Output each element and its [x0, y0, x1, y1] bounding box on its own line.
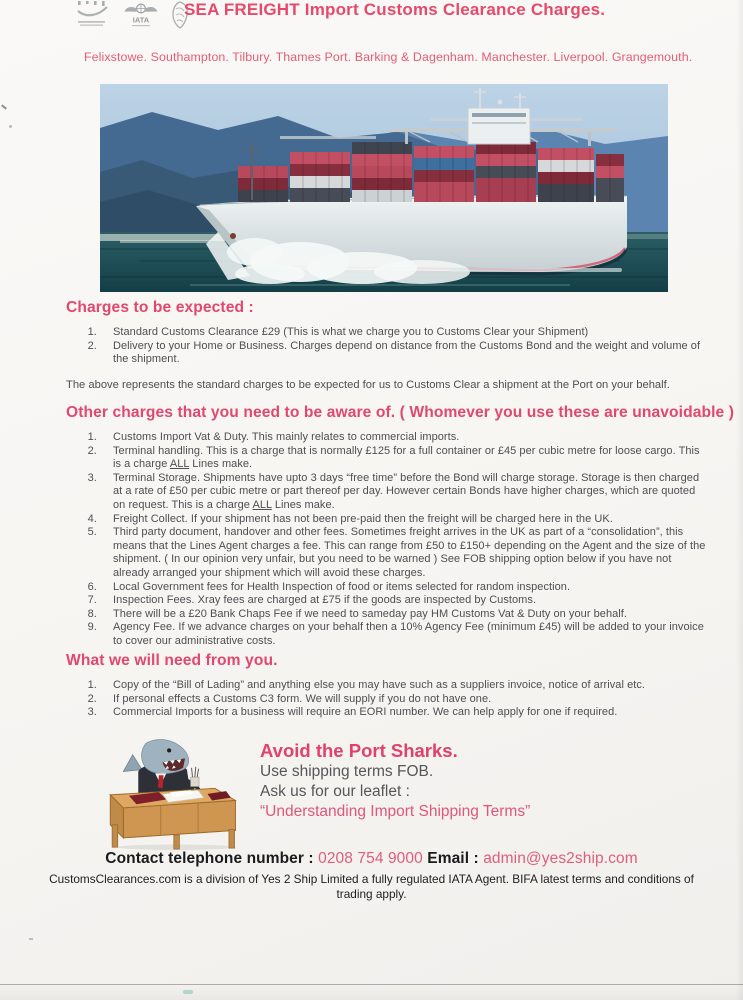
container-ship-illustration: [100, 84, 668, 292]
shark-at-desk-cartoon: [98, 736, 244, 850]
scan-speck: [9, 125, 12, 128]
logo-row: [76, 1, 192, 29]
section-heading-charges: Charges to be expected :: [66, 299, 254, 316]
charges-footnote: The above represents the standard charges to be expected for us to Customs Clear a shipment at the Port on your behalf.: [66, 378, 670, 391]
contact-segment: 0208 754 9000: [318, 850, 423, 867]
list-item: 9. Agency Fee. If we advance charges on your behalf then a 10% Agency Fee (minimum £45) will be added to your invoice to cover our administrative costs.: [100, 621, 706, 648]
list-item: 3. Commercial Imports for a business will require an EORI number. We can help apply for one if required.: [100, 706, 706, 720]
iata-logo-label: IATA: [132, 15, 150, 25]
leaflet-advice-line: Ask us for our leaflet :: [260, 783, 410, 800]
list-item: 2. Delivery to your Home or Business. Charges depend on distance from the Customs Bond and the weight and volume of the shipment.: [100, 340, 706, 367]
port-sharks-block: [98, 736, 530, 850]
port-sharks-text: [260, 736, 530, 822]
section-heading-what-we-need: What we will need from you.: [66, 652, 278, 669]
section-what-we-need: [66, 652, 706, 720]
scan-teal-mark: [183, 990, 193, 994]
list-item: 8. There will be a £20 Bank Chaps Fee if we need to sameday pay HM Customs Vat & Duty on your behalf.: [100, 608, 706, 622]
list-item: 6. Local Government fees for Health Inspection of food or items selected for random inspection.: [100, 581, 706, 595]
list-item: 4. Freight Collect. If your shipment has not been pre-paid then the freight will be charged here in the UK.: [100, 513, 706, 527]
disclaimer-text: CustomsClearances.com is a division of Yes 2 Ship Limited a fully regulated IATA Agent. BIFA latest terms and conditions of trading apply.: [49, 872, 694, 901]
charges-list: [66, 326, 706, 367]
what-we-need-list: [66, 679, 706, 720]
fob-advice-line: Use shipping terms FOB.: [260, 763, 434, 780]
leaflet-title-quote: “Understanding Import Shipping Terms”: [260, 803, 531, 820]
contact-segment: Email :: [422, 850, 484, 867]
iata-logo-icon: [124, 1, 158, 29]
scan-bottom-strip: [0, 985, 743, 1000]
contact-line: [0, 850, 743, 868]
section-heading-other-charges: Other charges that you need to be aware of. ( Whomever you use these are unavoidable ): [66, 404, 735, 421]
list-item: 5. Third party document, handover and other fees. Sometimes freight arrives in the UK as part of a “consolidation”, this means that the Lines Agent charges a fee. This can range from £50 to £150+ depending on the Agent and the size of the shipment. ( In our opinion very unfair, but you need to be warned ) See FOB shipping option below if you have not already arranged your shipment which will avoid these charges.: [100, 526, 706, 580]
section-charges-expected: [66, 299, 706, 392]
list-item: 1. Copy of the “Bill of Lading” and anything else you may have such as a suppliers invoice, notice of arrival etc.: [100, 679, 706, 693]
contact-segment: admin@yes2ship.com: [483, 850, 638, 867]
list-item: 3. Terminal Storage. Shipments have upto 3 days “free time” before the Bond will charge storage. Storage is then charged at a rate of £50 per cubic metre or part thereof per day. However certain Bonds have higher charges, which are quoted on request. This is a charge ALL Lines make.: [100, 472, 706, 513]
port-sharks-heading: Avoid the Port Sharks.: [260, 740, 458, 761]
section-other-charges: [66, 404, 735, 649]
list-item: 7. Inspection Fees. Xray fees are charged at £75 if the goods are inspected by Customs.: [100, 594, 706, 608]
scan-speck: [1, 104, 7, 109]
list-item: 2. If personal effects a Customs C3 form. We will supply if you do not have one.: [100, 693, 706, 707]
bifa-logo-icon: [76, 1, 114, 29]
contact-segment: Contact telephone number :: [105, 850, 319, 867]
scan-speck: [29, 938, 33, 940]
list-item: 2. Terminal handling. This is a charge that is normally £125 for a full container or £45 per cubic metre for loose cargo. This is a charge ALL Lines make.: [100, 445, 706, 472]
other-charges-list: [66, 431, 706, 649]
list-item: 1. Customs Import Vat & Duty. This mainly relates to commercial imports.: [100, 431, 706, 445]
container-ship-photo: [100, 84, 668, 292]
ports-line: Felixstowe. Southampton. Tilbury. Thames Port. Barking & Dagenham. Manchester. Liverpool. Grangemouth.: [84, 50, 693, 64]
page-title: SEA FREIGHT Import Customs Clearance Charges.: [184, 0, 606, 19]
footer: [0, 850, 743, 901]
list-item: 1. Standard Customs Clearance £29 (This is what we charge you to Customs Clear your Shipment): [100, 326, 706, 340]
scan-edge-shade: [736, 0, 743, 1000]
